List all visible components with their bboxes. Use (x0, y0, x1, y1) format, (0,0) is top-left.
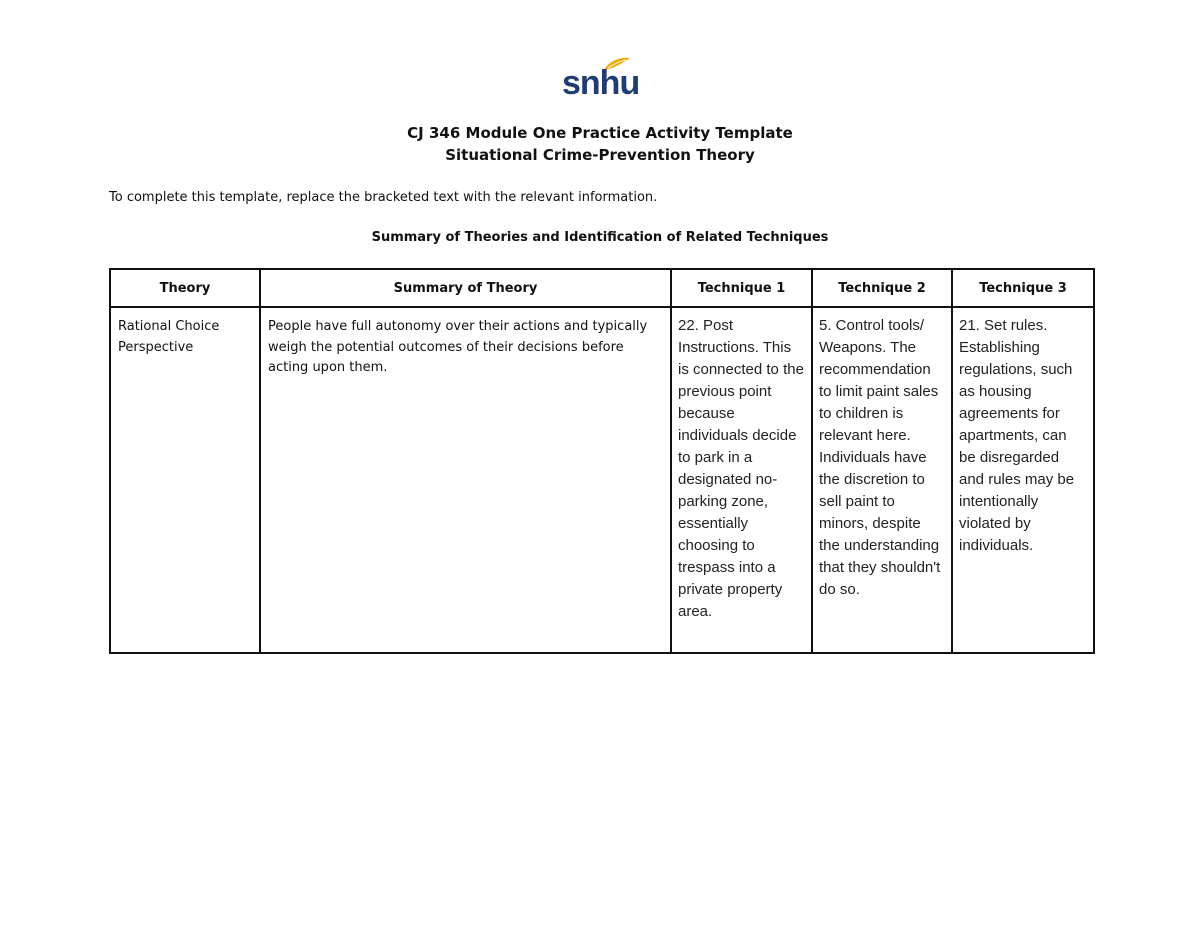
column-header-summary: Summary of Theory (260, 269, 671, 307)
table-header-row (110, 269, 1094, 307)
summary-cell (260, 307, 671, 653)
snhu-logo (562, 56, 638, 104)
document-subtitle: Situational Crime-Prevention Theory (445, 146, 755, 164)
column-header-technique-3: Technique 3 (952, 269, 1094, 307)
theory-text: Rational Choice Perspective (118, 319, 220, 355)
technique-1-cell (671, 307, 812, 653)
document-title-block (0, 122, 1200, 166)
technique-2-text: 5. Control tools/ Weapons. The recommendation to limit paint sales to children is relevant here. Individuals have the discretion to sell paint to minors, despite the understanding that they shouldn't do so. (819, 317, 941, 598)
technique-3-cell (952, 307, 1094, 653)
column-header-technique-1: Technique 1 (671, 269, 812, 307)
column-header-technique-2: Technique 2 (812, 269, 952, 307)
logo-text: snhu (562, 64, 640, 102)
technique-3-text: 21. Set rules. Establishing regulations, such as housing agreements for apartments, can be disregarded and rules may be intentionally violated by individuals. (959, 317, 1075, 554)
table-caption: Summary of Theories and Identification of Related Techniques (371, 230, 829, 245)
table-row (110, 307, 1094, 653)
instructions-text: To complete this template, replace the bracketed text with the relevant information. (109, 190, 658, 205)
theory-cell (110, 307, 260, 653)
technique-1-text: 22. Post Instructions. This is connected to the previous point because individuals decide to park in a designated no-parking zone, essentially choosing to trespass into a private property area. (678, 317, 804, 620)
summary-text: People have full autonomy over their actions and typically weigh the potential outcomes of their decisions before acting upon them. (268, 319, 648, 375)
column-header-theory: Theory (110, 269, 260, 307)
technique-2-cell (812, 307, 952, 653)
document-title: CJ 346 Module One Practice Activity Template (407, 124, 793, 142)
theory-techniques-table (109, 268, 1095, 654)
